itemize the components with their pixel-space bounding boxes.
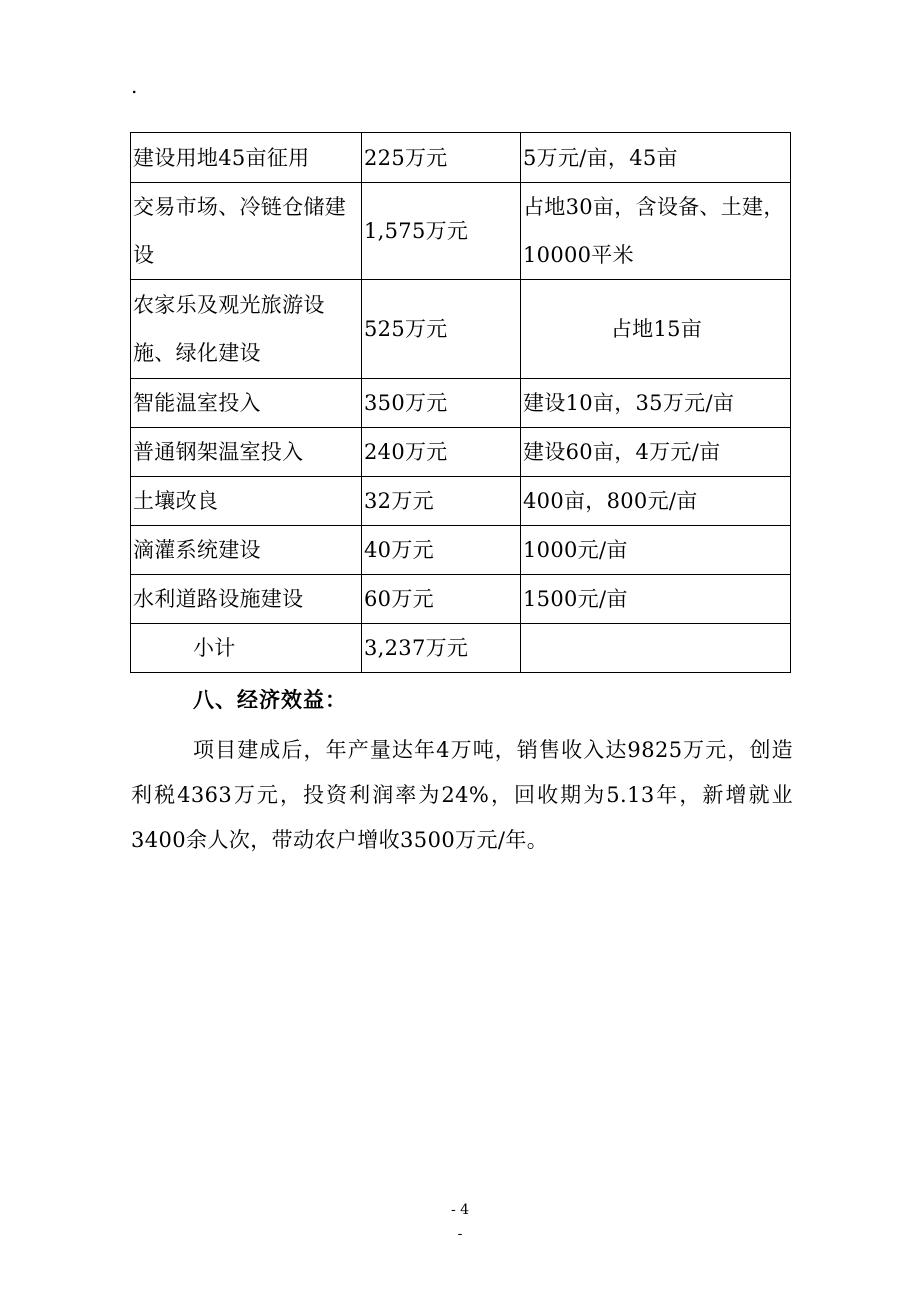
amount-cell: 40万元 <box>362 526 521 575</box>
table-row <box>131 280 791 379</box>
subtotal-amount: 3,237万元 <box>362 624 521 673</box>
table-row <box>131 477 791 526</box>
top-mark: . <box>131 74 138 98</box>
item-cell: 土壤改良 <box>131 477 362 526</box>
subtotal-label: 小计 <box>131 624 362 673</box>
table-row <box>131 133 791 183</box>
subtotal-note <box>521 624 791 673</box>
item-cell: 农家乐及观光旅游设施、绿化建设 <box>131 280 362 379</box>
table-row <box>131 379 791 428</box>
item-cell: 交易市场、冷链仓储建设 <box>131 183 362 280</box>
section-heading: 八、经济效益： <box>193 687 347 712</box>
item-cell: 水利道路设施建设 <box>131 575 362 624</box>
economic-benefit-paragraph: 项目建成后，年产量达年4万吨，销售收入达9825万元，创造利税4363万元，投资利润率为24%，回收期为5.13年，新增就业3400余人次，带动农户增收3500万元/年。 <box>131 738 793 852</box>
table-row <box>131 183 791 280</box>
item-cell: 建设用地45亩征用 <box>131 133 362 183</box>
table-row <box>131 526 791 575</box>
item-cell: 普通钢架温室投入 <box>131 428 362 477</box>
item-cell: 滴灌系统建设 <box>131 526 362 575</box>
note-cell: 建设60亩，4万元/亩 <box>521 428 791 477</box>
page-footer-dash: - <box>457 1226 463 1242</box>
note-cell: 占地30亩，含设备、土建，10000平米 <box>521 183 791 280</box>
note-cell: 1000元/亩 <box>521 526 791 575</box>
note-cell: 1500元/亩 <box>521 575 791 624</box>
item-cell: 智能温室投入 <box>131 379 362 428</box>
amount-cell: 60万元 <box>362 575 521 624</box>
amount-cell: 240万元 <box>362 428 521 477</box>
amount-cell: 225万元 <box>362 133 521 183</box>
amount-cell: 32万元 <box>362 477 521 526</box>
amount-cell: 350万元 <box>362 379 521 428</box>
table-row <box>131 575 791 624</box>
subtotal-row <box>131 624 791 673</box>
table-row <box>131 428 791 477</box>
note-cell: 400亩，800元/亩 <box>521 477 791 526</box>
note-cell: 建设10亩，35万元/亩 <box>521 379 791 428</box>
amount-cell: 525万元 <box>362 280 521 379</box>
note-cell: 占地15亩 <box>521 280 791 379</box>
amount-cell: 1,575万元 <box>362 183 521 280</box>
note-cell: 5万元/亩，45亩 <box>521 133 791 183</box>
page-number: - 4 <box>450 1202 470 1218</box>
investment-table <box>130 132 791 673</box>
